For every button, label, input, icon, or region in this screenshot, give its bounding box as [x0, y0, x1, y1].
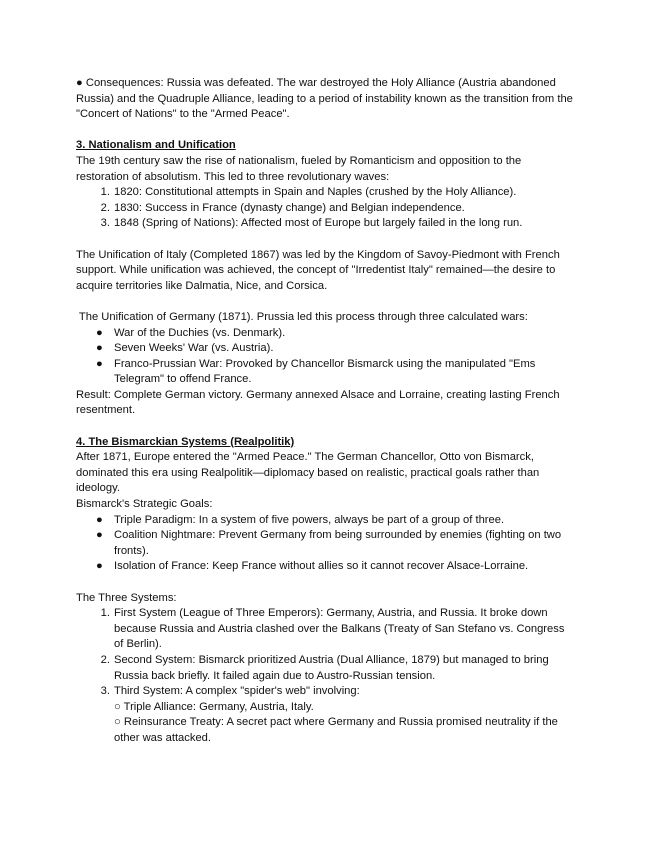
list-item: ● Seven Weeks' War (vs. Austria).: [96, 342, 274, 355]
list-item: 1. 1820: Constitutional attempts in Spain and Naples (crushed by the Holy Alliance).: [100, 186, 517, 199]
systems-title: The Three Systems:: [76, 591, 177, 604]
wars-list: [76, 326, 576, 388]
germany-paragraph: The Unification of Germany (1871). Prussia led this process through three calculated wars:: [76, 310, 528, 323]
section-4-heading: 4. The Bismarckian Systems (Realpolitik): [76, 435, 295, 448]
result-paragraph: Result: Complete German victory. Germany annexed Alsace and Lorraine, creating lasting French resentment.: [76, 388, 560, 417]
revolutionary-waves-list: [76, 185, 576, 232]
sub-item: ○ Reinsurance Treaty: A secret pact where Germany and Russia promised neutrality if the other was attacked.: [114, 716, 558, 744]
section-4-intro: After 1871, Europe entered the "Armed Peace." The German Chancellor, Otto von Bismarck, dominated this era using Realpolitik—diplomacy based on realistic, practical goals rather than ideology.: [76, 451, 540, 495]
section-3-heading: 3. Nationalism and Unification: [76, 139, 236, 152]
list-item: 1. First System (League of Three Emperors): Germany, Austria, and Russia. It broke down because Russia and Austria clashed over the Balkans (Treaty of San Stefano vs. Congress of Berlin).: [100, 607, 565, 651]
list-item: ● Franco-Prussian War: Provoked by Chancellor Bismarck using the manipulated "Ems Telegram" to offend France.: [96, 357, 536, 386]
list-item: 2. Second System: Bismarck prioritized Austria (Dual Alliance, 1879) but managed to bring Russia back briefly. It failed again due to Austro-Russian tension.: [100, 653, 549, 682]
list-item: 3. 1848 (Spring of Nations): Affected most of Europe but largely failed in the long run.: [100, 217, 523, 230]
list-item: ● War of the Duchies (vs. Denmark).: [96, 326, 286, 339]
list-item: ● Triple Paradigm: In a system of five powers, always be part of a group of three.: [96, 513, 505, 526]
document-body: [76, 76, 576, 747]
goals-title: Bismarck's Strategic Goals:: [76, 498, 213, 511]
italy-paragraph: The Unification of Italy (Completed 1867) was led by the Kingdom of Savoy-Piedmont with French support. While unification was achieved, the concept of "Irredentist Italy" remained—the desire to acquire territories like Dalmatia, Nice, and Corsica.: [76, 248, 560, 292]
sub-item: ○ Triple Alliance: Germany, Austria, Italy.: [114, 700, 314, 713]
list-item: ● Coalition Nightmare: Prevent Germany from being surrounded by enemies (fighting on two fronts).: [96, 529, 562, 557]
systems-list: [76, 606, 576, 746]
list-item: ● Isolation of France: Keep France without allies so it cannot recover Alsace-Lorraine.: [96, 560, 529, 573]
consequences-paragraph: ● Consequences: Russia was defeated. The war destroyed the Holy Alliance (Austria abandoned Russia) and the Quadruple Alliance, leading to a period of instability known as the transition from the "Concert of Nations" to the "Armed Peace".: [76, 77, 573, 121]
list-item: 2. 1830: Success in France (dynasty change) and Belgian independence.: [100, 201, 465, 214]
list-item: 3. Third System: A complex "spider's web" involving: ○ Triple Alliance: Germany, Austria, Italy. ○ Reinsurance Treaty: A secret pact where Germany and Russia promised neutrality if the other was attacked.: [76, 684, 576, 746]
section-3-intro: The 19th century saw the rise of nationalism, fueled by Romanticism and opposition to the restoration of absolutism. This led to three revolutionary waves:: [76, 154, 522, 183]
goals-list: [76, 513, 576, 575]
